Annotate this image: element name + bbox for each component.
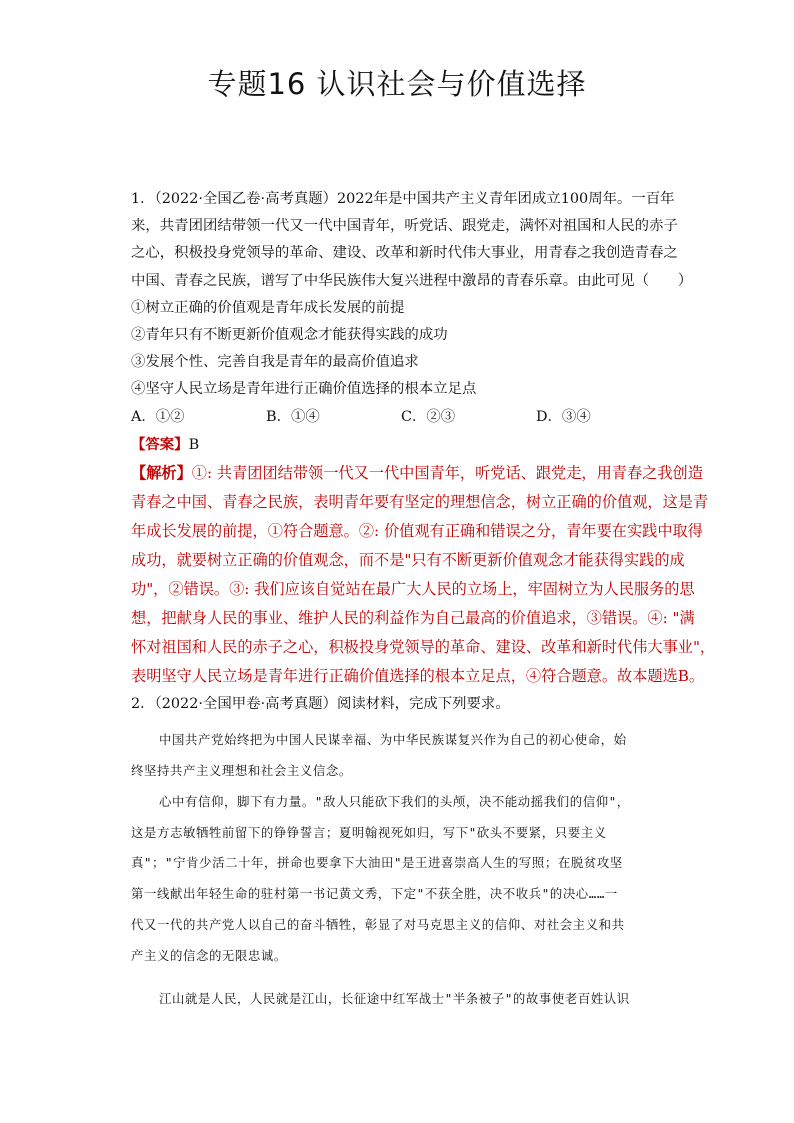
statement-3: ③发展个性、完善自我是青年的最高价值追求 — [131, 354, 419, 371]
analysis-line: 怀对祖国和人民的赤子之心，积极投身党领导的革命、建设、改革和新时代伟大事业"， — [131, 638, 716, 657]
paragraph-gap — [131, 972, 671, 984]
answer-options — [131, 404, 671, 431]
statement-1: ①树立正确的价值观是青年成长发展的前提 — [131, 299, 405, 316]
material-line: 心中有信仰，脚下有力量。"敌人只能砍下我们的头颅，决不能动摇我们的信仰"， — [159, 793, 630, 809]
question-1 — [131, 186, 716, 691]
material-line: 中国共产党始终把为中国人民谋幸福、为中华民族谋复兴作为自己的初心使命，始 — [159, 732, 627, 748]
question-1-stem-line: 中国、青春之民族，谱写了中华民族伟大复兴进程中激昂的青春乐章。由此可见（ ） — [131, 272, 693, 289]
analysis-block — [131, 459, 716, 691]
analysis-line — [131, 459, 703, 488]
analysis-line: 表明坚守人民立场是青年进行正确价值选择的根本立足点，④符合题意。故本题选B。 — [131, 667, 705, 686]
option-a: A．①② — [131, 408, 185, 425]
answer-row — [131, 431, 671, 459]
reading-material — [131, 725, 671, 1014]
question-content — [131, 186, 716, 1014]
option-c: C．②③ — [401, 408, 456, 425]
answer-label: 【答案】 — [131, 435, 189, 453]
analysis-line: 青春之中国、青春之民族，表明青年要有坚定的理想信念，树立正确的价值观，这是青 — [131, 493, 709, 512]
question-2 — [131, 691, 671, 1014]
answer-value: B — [188, 436, 200, 453]
material-line: 这是方志敏牺牲前留下的铮铮誓言；夏明翰视死如归，写下"砍头不要紧，只要主义 — [131, 824, 607, 840]
material-line: 第一线献出年轻生命的驻村第一书记黄文秀，下定"不获全胜，决不收兵"的决心……一 — [131, 886, 618, 902]
material-line: 终坚持共产主义理想和社会主义信念。 — [131, 763, 352, 779]
page-title: 专题16 认识社会与价值选择 — [207, 67, 587, 101]
option-b: B．①④ — [266, 408, 320, 425]
material-line: 代又一代的共产党人以自己的奋斗牺牲，彰显了对马克思主义的信仰、对社会主义和共 — [131, 917, 625, 933]
question-1-stem-line: 来，共青团团结带领一代又一代中国青年，听党话、跟党走，满怀对祖国和人民的赤子 — [131, 218, 678, 235]
analysis-line: 想，把献身人民的事业、维护人民的利益作为自己最高的价值追求，③错误。④: "满 — [131, 609, 695, 628]
material-line: 真"；"宁肯少活二十年，拼命也要拿下大油田"是王进喜崇高人生的写照；在脱贫攻坚 — [131, 855, 623, 871]
option-d: D．③④ — [536, 408, 591, 425]
question-1-stem-line: 1．（2022·全国乙卷·高考真题）2022年是中国共产主义青年团成立100周年。一百年 — [131, 191, 675, 207]
analysis-label: 【解析】 — [131, 464, 192, 483]
analysis-text: ①: 共青团团结带领一代又一代中国青年，听党话、跟党走，用青春之我创造 — [191, 464, 703, 483]
analysis-line: 年成长发展的前提，①符合题意。②: 价值观有正确和错误之分，青年要在实践中取得 — [131, 522, 703, 541]
material-line: 产主义的信念的无限忠诚。 — [131, 947, 287, 963]
statement-4: ④坚守人民立场是青年进行正确价值选择的根本立足点 — [131, 381, 477, 398]
statement-2: ②青年只有不断更新价值观念才能获得实践的成功 — [131, 327, 448, 344]
analysis-line: 成功，就要树立正确的价值观念，而不是"只有不断更新价值观念才能获得实践的成 — [131, 551, 685, 570]
analysis-line: 功"，②错误。③: 我们应该自觉站在最广大人民的立场上，牢固树立为人民服务的思 — [131, 580, 695, 599]
material-line: 江山就是人民，人民就是江山，长征途中红军战士"半条被子"的故事使老百姓认识 — [159, 990, 630, 1006]
question-2-stem: 2．（2022·全国甲卷·高考真题）阅读材料，完成下列要求。 — [131, 696, 510, 713]
question-1-stem-line: 之心，积极投身党领导的革命、建设、改革和新时代伟大事业，用青春之我创造青春之 — [131, 245, 678, 262]
